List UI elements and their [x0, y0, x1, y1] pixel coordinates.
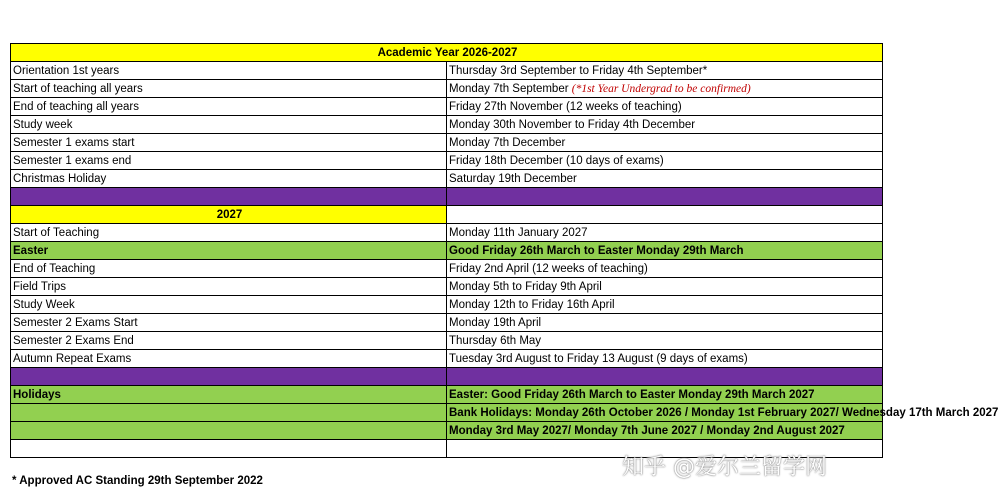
holidays-empty-cell	[11, 422, 447, 440]
academic-year-title: Academic Year 2026-2027	[11, 44, 883, 62]
row-value: Saturday 19th December	[447, 170, 883, 188]
row-value: Monday 7th December	[447, 134, 883, 152]
divider-row	[11, 188, 883, 206]
row-label: Christmas Holiday	[11, 170, 447, 188]
table-row	[11, 296, 883, 314]
row-value: Monday 30th November to Friday 4th December	[447, 116, 883, 134]
holidays-row	[11, 404, 883, 422]
row-label: Orientation 1st years	[11, 62, 447, 80]
holidays-line: Easter: Good Friday 26th March to Easter Monday 29th March 2027	[447, 386, 883, 404]
row-value: Monday 5th to Friday 9th April	[447, 278, 883, 296]
row-value: Friday 18th December (10 days of exams)	[447, 152, 883, 170]
header-row	[11, 44, 883, 62]
divider-cell	[447, 188, 883, 206]
table-row	[11, 224, 883, 242]
row-label: Semester 2 Exams Start	[11, 314, 447, 332]
academic-calendar-table	[10, 43, 998, 458]
table-row	[11, 314, 883, 332]
row-label: End of teaching all years	[11, 98, 447, 116]
year-label: 2027	[11, 206, 447, 224]
table-row	[11, 350, 883, 368]
row-value: Friday 27th November (12 weeks of teaching)	[447, 98, 883, 116]
row-value: Tuesday 3rd August to Friday 13 August (9 days of exams)	[447, 350, 883, 368]
divider-cell	[447, 368, 883, 386]
table-row	[11, 278, 883, 296]
row-label: Start of teaching all years	[11, 80, 447, 98]
confirmation-note: (*1st Year Undergrad to be confirmed)	[571, 82, 751, 95]
holidays-row	[11, 422, 883, 440]
footnote: * Approved AC Standing 29th September 2022	[12, 475, 263, 487]
watermark: 知乎 @爱尔兰留学网	[622, 455, 827, 480]
divider-cell	[11, 188, 447, 206]
row-value: Thursday 6th May	[447, 332, 883, 350]
table-row	[11, 134, 883, 152]
row-label: Field Trips	[11, 278, 447, 296]
row-label: Start of Teaching	[11, 224, 447, 242]
row-value: Monday 12th to Friday 16th April	[447, 296, 883, 314]
year-empty-cell	[447, 206, 883, 224]
row-label: Autumn Repeat Exams	[11, 350, 447, 368]
row-value-text: Monday 7th September	[449, 82, 569, 95]
row-label: Semester 1 exams start	[11, 134, 447, 152]
table-row	[11, 116, 883, 134]
holidays-row	[11, 386, 883, 404]
year-row	[11, 206, 883, 224]
row-value: Friday 2nd April (12 weeks of teaching)	[447, 260, 883, 278]
row-label: End of Teaching	[11, 260, 447, 278]
holidays-line: Monday 3rd May 2027/ Monday 7th June 2027 / Monday 2nd August 2027	[447, 422, 883, 440]
table-row-highlight	[11, 242, 883, 260]
table-row	[11, 152, 883, 170]
empty-cell	[11, 440, 447, 458]
holidays-label: Holidays	[11, 386, 447, 404]
table-row	[11, 98, 883, 116]
row-label: Semester 2 Exams End	[11, 332, 447, 350]
table-row	[11, 62, 883, 80]
row-label: Semester 1 exams end	[11, 152, 447, 170]
holidays-empty-cell	[11, 404, 447, 422]
table-row	[11, 332, 883, 350]
table-row	[11, 80, 883, 98]
row-value	[447, 80, 883, 98]
table-row	[11, 170, 883, 188]
row-value: Thursday 3rd September to Friday 4th September*	[447, 62, 883, 80]
row-value: Good Friday 26th March to Easter Monday 29th March	[447, 242, 883, 260]
divider-row	[11, 368, 883, 386]
row-value: Monday 19th April	[447, 314, 883, 332]
row-value: Monday 11th January 2027	[447, 224, 883, 242]
holidays-line: Bank Holidays: Monday 26th October 2026 / Monday 1st February 2027/ Wednesday 17th March 2027	[447, 404, 883, 422]
divider-cell	[11, 368, 447, 386]
table-row	[11, 260, 883, 278]
row-label: Study week	[11, 116, 447, 134]
row-label: Easter	[11, 242, 447, 260]
row-label: Study Week	[11, 296, 447, 314]
